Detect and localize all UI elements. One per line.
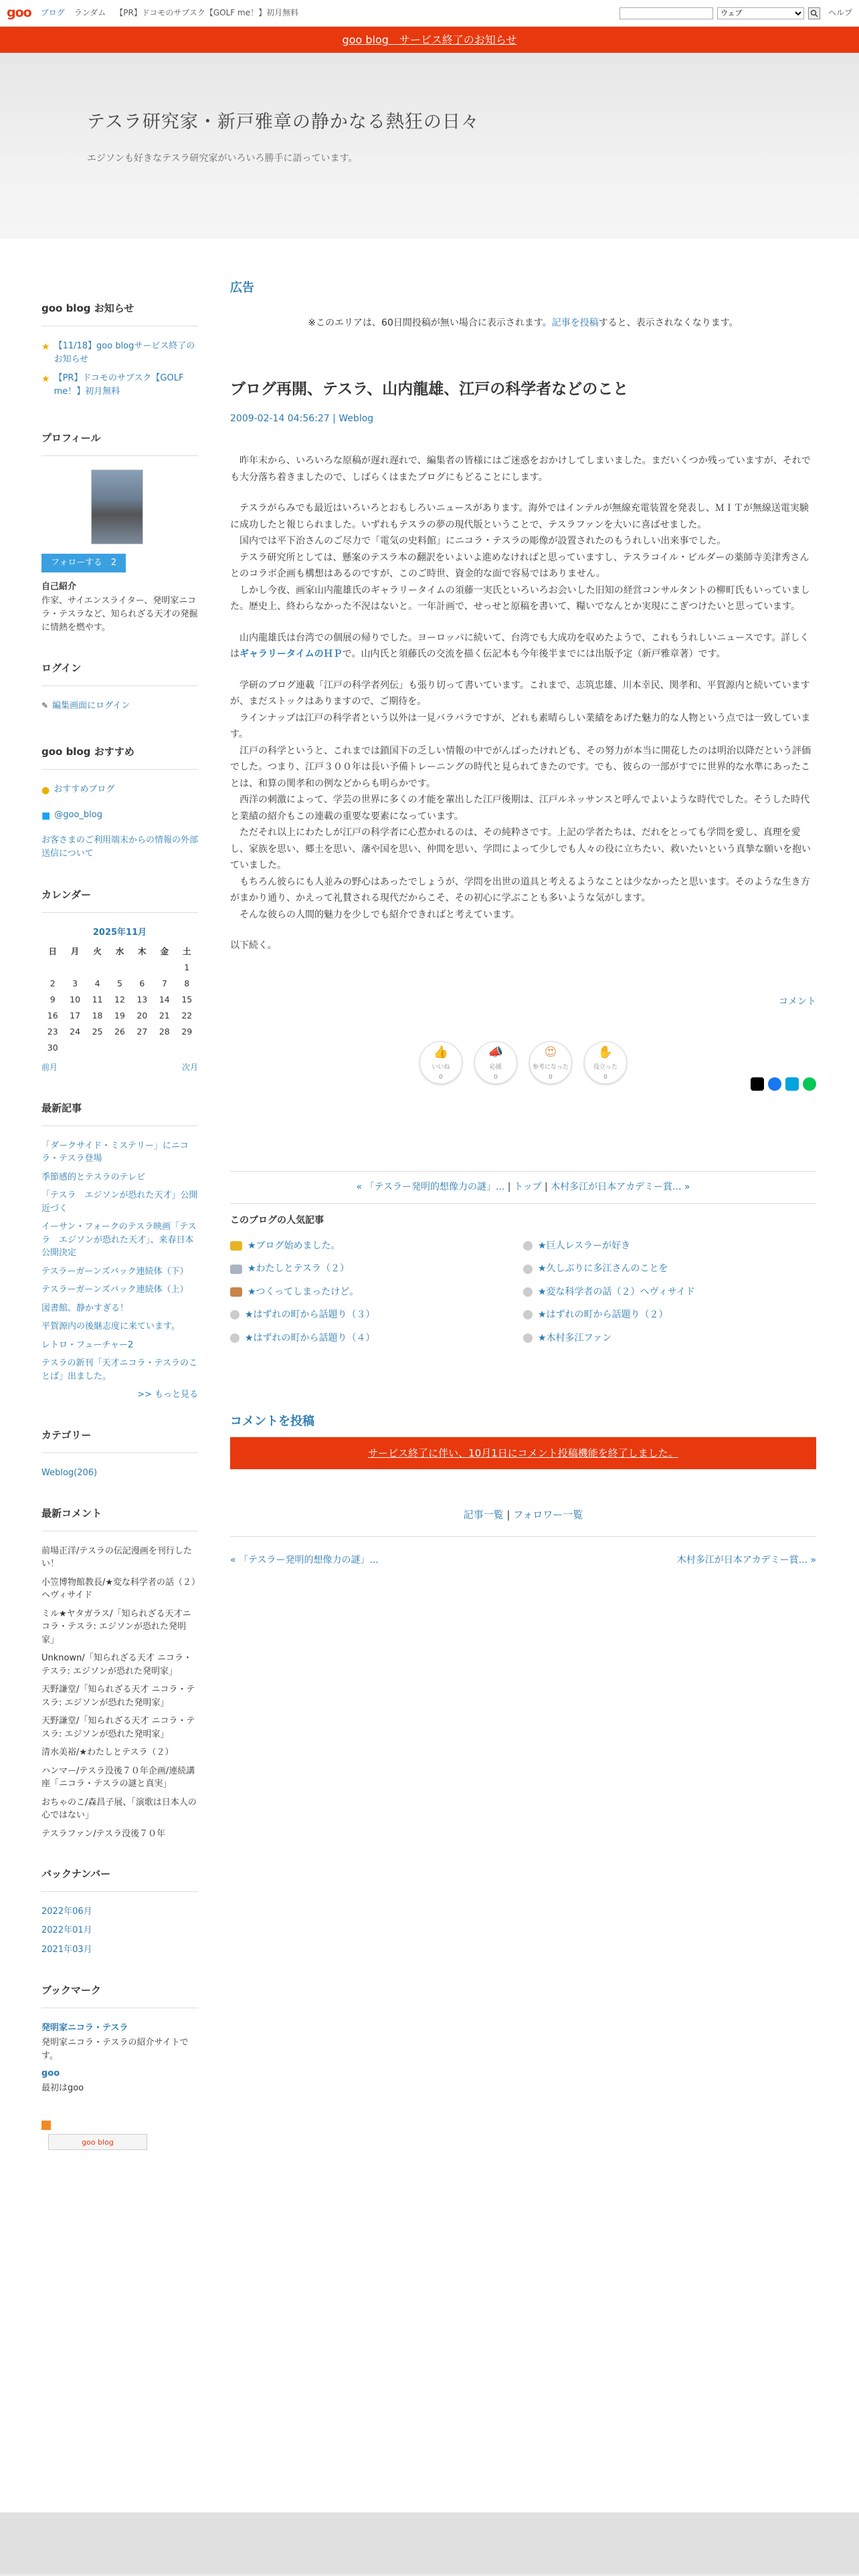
- bookmark-goo-link[interactable]: goo: [41, 2068, 60, 2079]
- share-buttons: [230, 1077, 816, 1091]
- blog-subtitle: エジソンも好きなテスラ研究家がいろいろ勝手に語っています。: [87, 153, 358, 165]
- rank-icon: [523, 1310, 533, 1319]
- reaction-label: 参考になった: [532, 1064, 569, 1071]
- bottom-next-link[interactable]: 木村多江が日本アカデミー賞... »: [676, 1554, 816, 1566]
- calendar-week: [41, 1040, 198, 1056]
- recent-article-link[interactable]: 図書館、静かすぎる！: [41, 1303, 129, 1313]
- recent-article-link[interactable]: テスラの新刊「天才ニコラ・テスラのことば」出ました。: [41, 1358, 197, 1382]
- blog-header: [0, 53, 859, 239]
- recent-article-link[interactable]: テスラーガーンズバック連続体（上）: [41, 1285, 189, 1295]
- backnumber-link[interactable]: 2022年06月: [41, 1907, 92, 1917]
- calendar-day: [108, 960, 130, 976]
- calendar-day: 14: [159, 994, 170, 1005]
- popular-item: [230, 1307, 523, 1322]
- calendar-day: 20: [136, 1010, 148, 1021]
- recent-article-link[interactable]: 「テスラ エジソンが恐れた天才」公開近づく: [41, 1190, 198, 1214]
- news-link-2[interactable]: 【PR】ドコモのサブスク【GOLF me！】初月無料: [54, 373, 184, 397]
- twitter-icon: ■: [41, 811, 51, 822]
- goo-logo[interactable]: goo: [7, 5, 31, 21]
- comment-link-row: [230, 994, 816, 1009]
- service-end-banner: [0, 27, 859, 53]
- backnumber-section: [41, 1866, 198, 1956]
- star-icon: ★: [41, 374, 50, 385]
- reaction-helpful-button[interactable]: [529, 1041, 572, 1084]
- ad-notice-before: ※このエリアは、60日間投稿が無い場合に表示されます。: [308, 317, 552, 328]
- recommend-row: [41, 783, 198, 802]
- profile-heading: プロフィール: [41, 430, 198, 456]
- popular-link[interactable]: ★つくってしまったけど。: [248, 1286, 359, 1297]
- bookmark-tesla-link[interactable]: 発明家ニコラ・テスラ: [41, 2022, 128, 2033]
- calendar-next[interactable]: 次月: [181, 1063, 198, 1073]
- rank-icon: [523, 1241, 533, 1251]
- post-paragraph: ただそれ以上にわたしが江戸の科学者に心惹かれるのは、その純粋さです。上記の学者たちは、だれをとっても学問を愛し、真理を愛し、家族を思い、郷土を思い、藩や国を思い、仲間を思い、学問によって少しでも人々の役に立ちたい、救いたいという真摯な願いを抱いていました。: [230, 827, 811, 871]
- rank-icon: [523, 1265, 533, 1274]
- calendar-day: [153, 1040, 175, 1056]
- top-link[interactable]: トップ: [513, 1182, 542, 1193]
- top-link-blog[interactable]: ブログ: [40, 7, 65, 17]
- post-paragraph: もちろん彼らにも人並みの野心はあったでしょうが、学問を出世の道具と考えるようなことは少なかったと思います。そのような生き方がまかり通り、かえって礼賛される現代だからこそ、その初心に学ぶことも多いような気がします。: [230, 876, 810, 904]
- comment-item[interactable]: 清水美裕/★わたしとテスラ（２）: [41, 1747, 174, 1758]
- comment-post-section: [230, 1412, 816, 1469]
- rank-2-icon: [230, 1265, 242, 1274]
- comment-item[interactable]: 天野謙堂/「知られざる天才 ニコラ・テスラ: エジソンが恐れた発明家」: [41, 1716, 195, 1739]
- news-heading: goo blog お知らせ: [41, 300, 198, 326]
- ad-notice: [230, 316, 816, 330]
- news-section: [41, 300, 198, 405]
- bookmark-heading: ブックマーク: [41, 1982, 198, 2008]
- rank-icon: [230, 1333, 240, 1343]
- main-content: [230, 279, 816, 1568]
- post-text: 山内龍雄氏は台湾での個展の帰りでした。ヨーロッパに続いて、台湾でも大成功を収めたようで、これもうれしいニュースです。詳しくは: [230, 632, 809, 660]
- follow-button[interactable]: フォローする 2: [41, 554, 126, 573]
- reaction-label: いいね: [432, 1064, 450, 1071]
- recent-article-link[interactable]: レトロ・フューチャー2: [41, 1339, 134, 1350]
- calendar-week: [41, 1024, 198, 1040]
- bulb-icon: ●: [41, 785, 50, 796]
- calendar-day: [153, 960, 175, 976]
- thumbs-up-icon: 👍: [433, 1045, 449, 1060]
- post-paragraph: [230, 630, 816, 663]
- category-heading: カテゴリー: [41, 1427, 198, 1453]
- calendar-weekdays: [41, 944, 198, 960]
- calendar-day: 4: [94, 978, 100, 989]
- rss-icon[interactable]: [41, 2121, 51, 2130]
- calendar-day: 15: [181, 994, 193, 1005]
- calendar-day: 16: [47, 1010, 58, 1021]
- calendar-day: [131, 1040, 153, 1056]
- recent-article-link[interactable]: 「ダークサイド・ミステリー」にニコラ・テスラ登場: [41, 1140, 189, 1164]
- blog-title[interactable]: テスラ研究家・新戸雅章の静かなる熱狂の日々: [87, 112, 480, 132]
- hand-icon: ✋: [597, 1045, 613, 1060]
- top-links: [41, 7, 298, 19]
- post-paragraph: 以下続く。: [230, 940, 277, 952]
- search-icon[interactable]: [808, 7, 820, 19]
- reaction-label: 役立った: [593, 1064, 617, 1071]
- comment-item[interactable]: 天野謙堂/「知られざる天才 ニコラ・テスラ: エジソンが恐れた発明家」: [41, 1685, 195, 1708]
- calendar-day: [64, 1040, 86, 1056]
- calendar-day: 29: [181, 1027, 193, 1037]
- calendar-day: 24: [70, 1027, 81, 1037]
- login-heading: ログイン: [41, 660, 198, 686]
- category-link[interactable]: Weblog(206): [41, 1467, 98, 1478]
- heart-eyes-icon: 😍: [544, 1045, 557, 1060]
- top-link-pr[interactable]: 【PR】ドコモのサブスク【GOLF me！】初月無料: [115, 7, 299, 17]
- article-list-link[interactable]: 記事一覧: [463, 1508, 504, 1521]
- news-item: [41, 372, 198, 404]
- calendar-day: 25: [92, 1027, 103, 1037]
- calendar-prev[interactable]: 前月: [41, 1063, 58, 1073]
- popular-item: [523, 1285, 816, 1299]
- rank-icon: [523, 1333, 533, 1343]
- calendar-nav: [41, 1061, 198, 1074]
- hatena-share-icon[interactable]: [785, 1077, 799, 1091]
- calendar-day: 18: [92, 1010, 103, 1021]
- calendar-day: 9: [50, 994, 56, 1005]
- post-paragraph: 昨年末から、いろいろな原稿が遅れ遅れで、編集者の皆様にはご迷惑をおかけしてしまいました。まだいくつか残っていますが、それでも大分落ち着きましたので、しばらくはまたブログにもどることにします。: [230, 455, 811, 483]
- calendar-table: [41, 944, 198, 1056]
- post-paragraph: テスラがらみでも最近はいろいろとおもしろいニュースがあります。海外ではインテルが無線充電装置を発表し、ＭＩＴが無線送電実験に成功したと報じられました。いずれもテスラの夢の現代版ということで、テスラファンを大いに喜ばせました。: [230, 503, 809, 530]
- recent-article-link[interactable]: 平賀源内の後継志度に来ています。: [41, 1321, 180, 1332]
- reaction-label: 応援: [489, 1064, 502, 1071]
- popular-item: [523, 1307, 816, 1322]
- post-paragraph: テスラ研究所としては、懸案のテスラ本の翻訳をいよいよ進めなければと思っていますし、テスラコイル・ビルダーの薬師寺美津秀さんとのコラボ企画も構想はあるのですが、このご時世、資金的な面で容易ではありません。: [230, 552, 809, 580]
- popular-item: [230, 1285, 523, 1299]
- reaction-cheer-button[interactable]: [474, 1041, 517, 1084]
- post-body: [230, 453, 816, 954]
- post-paragraph: そんな彼らの人間的魅力を少しでも紹介できればと考えています。: [230, 909, 520, 920]
- calendar-day: [41, 960, 64, 976]
- calendar-day: 10: [70, 994, 81, 1005]
- rank-icon: [230, 1310, 240, 1319]
- post-text: で。山内氏と須藤氏の交流を描く伝記本も今年後半までには出版予定（新戸雅章著）です。: [342, 649, 726, 660]
- bookmark-goo-desc: 最初はgoo: [41, 2083, 84, 2094]
- popular-item: [230, 1239, 523, 1253]
- popular-section: [230, 1213, 816, 1346]
- recent-article-link[interactable]: テスラーガーンズバック連続体（下）: [41, 1266, 189, 1277]
- calendar-day: 17: [70, 1010, 81, 1021]
- calendar-day: 3: [72, 978, 78, 989]
- star-icon: ★: [41, 342, 50, 352]
- login-section: [41, 660, 198, 718]
- popular-item: [230, 1261, 523, 1276]
- recent-heading: 最新記事: [41, 1100, 198, 1126]
- comment-item[interactable]: Unknown/「知られざる天才 ニコラ・テスラ: エジソンが恐れた発明家」: [41, 1653, 192, 1677]
- goo-blog-badge[interactable]: [48, 2134, 147, 2150]
- weekday: 土: [183, 946, 191, 957]
- popular-heading: このブログの人気記事: [230, 1214, 324, 1226]
- x-share-icon[interactable]: [751, 1077, 764, 1091]
- comment-post-heading: コメントを投稿: [230, 1414, 314, 1428]
- post-paragraph: ラインナップは江戸の科学者という以外は一見バラバラですが、どれも素晴らしい業績をあげた魅力的な人物という点では一致しています。: [230, 712, 811, 740]
- comment-closed-link[interactable]: サービス終了に伴い、10月1日にコメント投稿機能を終了しました。: [368, 1446, 678, 1459]
- top-search: [619, 7, 852, 19]
- recommend-row: [41, 809, 198, 827]
- prev-post-link[interactable]: « 「テスラー発明的想像力の謎」...: [356, 1182, 505, 1193]
- service-end-link[interactable]: goo blog サービス終了のお知らせ: [342, 33, 517, 46]
- calendar-day: [108, 1040, 130, 1056]
- popular-link[interactable]: ★はずれの町から話題り（４）: [245, 1332, 375, 1344]
- recent-article-link[interactable]: 季節感的とテスラのテレビ: [41, 1172, 146, 1182]
- popular-link[interactable]: ★わたしとテスラ（２）: [248, 1263, 349, 1275]
- weekday: 金: [160, 946, 169, 957]
- category-section: [41, 1427, 198, 1480]
- post-article-link[interactable]: 記事を投稿: [551, 317, 599, 328]
- search-input[interactable]: [619, 7, 713, 19]
- recent-article-link[interactable]: イーサン・フォークのテスラ映画「テスラ エジソンが恐れた天才」、来春日本公開決定: [41, 1222, 197, 1259]
- popular-link[interactable]: ★はずれの町から話題り（２）: [538, 1309, 668, 1321]
- comments-section: [41, 1505, 198, 1841]
- comments-heading: 最新コメント: [41, 1505, 198, 1531]
- calendar-day: 13: [136, 994, 148, 1005]
- calendar-day: [176, 1040, 198, 1056]
- post-date: 2009-02-14 04:56:27: [230, 413, 330, 424]
- comment-closed-banner: [230, 1437, 816, 1469]
- rank-icon: [523, 1287, 533, 1297]
- external-transmission-link[interactable]: お客さまのご利用端末からの情報の外部送信について: [41, 835, 199, 859]
- popular-item: [523, 1331, 816, 1346]
- backnumber-link[interactable]: 2021年03月: [41, 1944, 92, 1955]
- calendar-day: [86, 960, 108, 976]
- calendar-week: [41, 992, 198, 1008]
- recent-section: [41, 1100, 198, 1402]
- calendar-day: 1: [184, 962, 190, 973]
- facebook-share-icon[interactable]: [768, 1077, 781, 1091]
- comment-link[interactable]: コメント: [779, 996, 816, 1007]
- calendar-day: 30: [47, 1043, 58, 1053]
- popular-item: [523, 1239, 816, 1253]
- post-paragraph: 江戸の科学というと、これまでは鎖国下の乏しい情報の中でがんばったけれども、その努力が本当に開花したのは明治以降だという評価でした。つまり、江戸３００年は長い予備トレーニングの時代と見られてきたのです。でも、彼らの一部がすでに世界的な水準にあったことは、和算の関孝和の例などからも明らかです。: [230, 745, 811, 789]
- line-share-icon[interactable]: [803, 1077, 816, 1091]
- post-paragraph: 国内では平下治さんのご尽力で「電気の史料館」にニコラ・テスラの彫像が設置されたのもうれしい出来事でした。: [230, 536, 727, 547]
- ad-label: 広告: [230, 281, 254, 295]
- recommend-heading: goo blog おすすめ: [41, 744, 198, 770]
- bookmark-tesla-desc: 発明家ニコラ・テスラの紹介サイトです。: [41, 2037, 189, 2061]
- comment-item[interactable]: ハンマー/テスラ没後７０年企画/連続講座「ニコラ・テスラの謎と真実」: [41, 1765, 195, 1790]
- post-paragraph: 学研のブログ連載「江戸の科学者列伝」も張り切って書いています。これまで、志筑忠雄、川本幸民、関孝和、平賀源内と続いていますが、まだストックはありますので、ご期待を。: [230, 679, 810, 708]
- rank-1-icon: [230, 1241, 242, 1251]
- calendar-day: 6: [139, 978, 145, 989]
- search-scope-select[interactable]: [717, 7, 804, 19]
- weekday: 火: [93, 946, 102, 957]
- login-link[interactable]: 編集画面にログイン: [52, 700, 130, 711]
- calendar-day: 27: [136, 1027, 148, 1037]
- footer: [0, 2512, 859, 2574]
- bottom-nav: [230, 1553, 816, 1568]
- bookmark-section: [41, 1982, 198, 2096]
- weekday: 月: [70, 946, 80, 957]
- calendar-day: [86, 1040, 108, 1056]
- calendar-section: [41, 887, 198, 1075]
- calendar-day: [64, 960, 86, 976]
- pencil-icon: ✎: [41, 700, 49, 710]
- popular-link[interactable]: ★変な科学者の話（２）ヘヴィサイド: [538, 1286, 695, 1297]
- calendar-week: [41, 960, 198, 976]
- weekday: 日: [48, 946, 57, 957]
- goo-blog-badge-text: goo blog: [82, 2137, 114, 2147]
- calendar-week: [41, 976, 198, 992]
- calendar-day: 21: [159, 1010, 170, 1021]
- popular-link[interactable]: ★はずれの町から話題り（３）: [245, 1309, 375, 1321]
- goo-blog-twitter-link[interactable]: @goo_blog: [54, 810, 102, 821]
- calendar-day: 11: [92, 994, 103, 1005]
- comment-item[interactable]: 前場正洋/テスラの伝記漫画を刊行したい！: [41, 1545, 192, 1570]
- post-paragraph: 西洋の刺激によって、学芸の世界に多くの才能を輩出した江戸後期は、江戸ルネッサンスと呼んでよいような時代でした。そうした時代と業績の紹介もこの連載の重要な要素になっています。: [230, 794, 810, 822]
- reaction-like-button[interactable]: [419, 1041, 462, 1084]
- post-meta: 2009-02-14 04:56:27 | Weblog: [230, 413, 374, 424]
- calendar-days: [41, 960, 198, 1056]
- reaction-useful-button[interactable]: [584, 1041, 627, 1084]
- rank-3-icon: [230, 1287, 242, 1297]
- calendar-day: 26: [114, 1027, 125, 1037]
- reaction-count: 0: [494, 1073, 498, 1081]
- popular-link[interactable]: ★久しぶりに多江さんのことを: [538, 1263, 668, 1275]
- comment-item[interactable]: ミル★ヤタガラス/「知られざる天才ニコラ・テスラ: エジソンが恐れた発明家」: [41, 1608, 191, 1645]
- intro-heading: 自己紹介: [41, 582, 77, 593]
- reaction-count: 0: [439, 1073, 443, 1081]
- post-category-link[interactable]: Weblog: [339, 413, 374, 424]
- calendar-day: 12: [114, 994, 125, 1005]
- login-row: [41, 700, 198, 718]
- intro-text: 作家、サイエンスライター、発明家ニコラ・テスラなど、知られざる天才の発掘に情熱を燃やす。: [41, 595, 198, 633]
- popular-link[interactable]: ★ブログ始めました。: [248, 1241, 341, 1252]
- comment-item[interactable]: テスラファン/テスラ没後７０年: [41, 1828, 166, 1839]
- news-item: [41, 340, 198, 372]
- post-paragraph: しかし今夜、画家山内龍雄氏のギャラリータイムの須藤一実氏といろいろお会いした旧知の経営コンサルタントの柳町氏もいっていました。歴史上、終わらなかった不況はないと。一年計画で、せっせと原稿を書いて、糧いでなんとか実現にこぎつけたいと思っています。: [230, 584, 810, 613]
- popular-item: [230, 1331, 523, 1346]
- recommend-blog-link[interactable]: おすすめブログ: [54, 784, 115, 795]
- popular-link[interactable]: ★巨人レスラーが好き: [538, 1241, 631, 1252]
- sidebar: [41, 300, 198, 2150]
- profile-section: [41, 430, 198, 635]
- list-links: 記事一覧 | フォロワー一覧: [230, 1507, 816, 1537]
- megaphone-icon: 📣: [488, 1045, 504, 1060]
- popular-item: [523, 1261, 816, 1276]
- calendar-month: 2025年11月: [92, 927, 147, 938]
- calendar-day: 8: [184, 978, 190, 989]
- calendar-day: 7: [161, 978, 167, 989]
- backnumber-heading: バックナンバー: [41, 1866, 198, 1892]
- calendar-day: 19: [114, 1010, 125, 1021]
- recent-more-link[interactable]: >> もっと見る: [137, 1390, 198, 1400]
- backnumber-link[interactable]: 2022年01月: [41, 1925, 92, 1936]
- gallery-link[interactable]: ギャラリータイムのＨＰ: [240, 649, 343, 660]
- top-link-random[interactable]: ランダム: [74, 7, 106, 17]
- reaction-count: 0: [603, 1073, 607, 1081]
- popular-link[interactable]: ★木村多江ファン: [538, 1332, 612, 1344]
- calendar-day: 2: [50, 978, 56, 989]
- post-title[interactable]: ブログ再開、テスラ、山内龍雄、江戸の科学者などのこと: [230, 381, 629, 399]
- post-nav: « 「テスラー発明的想像力の謎」... | トップ | 木村多江が日本アカデミー賞... »: [230, 1171, 816, 1203]
- weekday: 木: [138, 946, 147, 957]
- bottom-prev-link[interactable]: « 「テスラー発明的想像力の謎」...: [230, 1554, 379, 1566]
- profile-avatar[interactable]: [91, 469, 143, 544]
- calendar-day: 28: [159, 1027, 170, 1037]
- calendar-heading: カレンダー: [41, 887, 198, 913]
- page-body: [0, 239, 859, 2512]
- follower-list-link[interactable]: フォロワー一覧: [513, 1508, 583, 1521]
- popular-list: [230, 1239, 816, 1346]
- calendar-day: 23: [47, 1027, 58, 1037]
- weekday: 水: [115, 946, 124, 957]
- news-link-1[interactable]: 【11/18】goo blogサービス終了のお知らせ: [54, 341, 195, 365]
- comment-item[interactable]: おちゃのこ/森昌子展、「演歌は日本人の心ではない」: [41, 1797, 197, 1821]
- top-bar: [0, 0, 859, 27]
- next-post-link[interactable]: 木村多江が日本アカデミー賞... »: [551, 1182, 690, 1193]
- recommend-section: [41, 744, 198, 861]
- reaction-count: 0: [549, 1073, 553, 1081]
- comment-item[interactable]: 小笠博物館教長/★変な科学者の話（２）ヘヴィサイド: [41, 1577, 196, 1601]
- calendar-day: 22: [181, 1010, 193, 1021]
- ad-notice-after: すると、表示されなくなります。: [598, 317, 739, 328]
- help-link[interactable]: ヘルプ: [828, 7, 852, 17]
- calendar-day: [131, 960, 153, 976]
- calendar-week: [41, 1008, 198, 1024]
- calendar-day: 5: [117, 978, 122, 989]
